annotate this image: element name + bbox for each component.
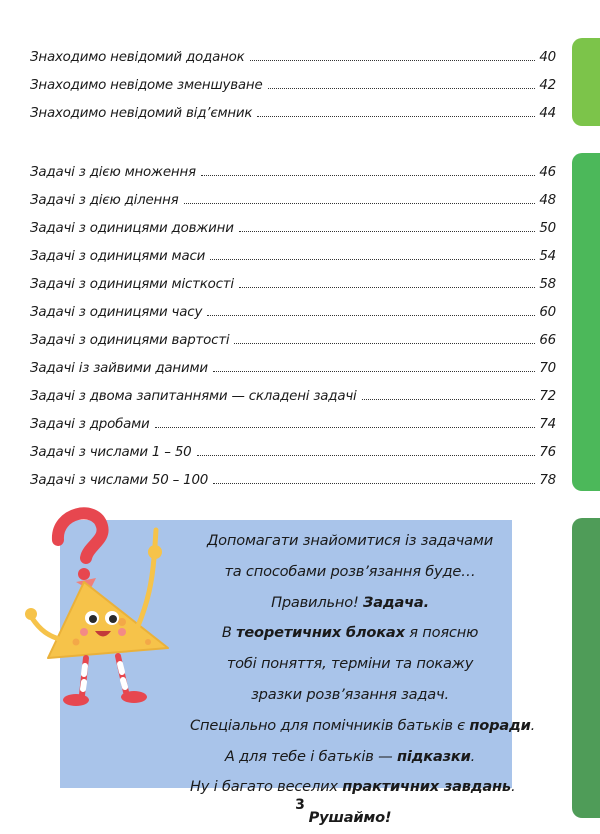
toc-group-tasks [30,159,556,495]
toc-item[interactable] [30,327,556,355]
toc-item-title: Знаходимо невідомий від’ємник [30,106,253,121]
section-tab-2 [572,153,600,491]
toc-item-title: Задачі з одиницями довжини [30,221,234,236]
toc-item[interactable] [30,187,556,215]
info-line-10: Рушаймо! [308,809,392,827]
toc-item-title: Задачі з дією ділення [30,193,179,208]
toc-item-title: Знаходимо невідомий доданок [30,50,245,65]
triangle-mascot-illustration [18,490,198,725]
toc-item-title: Задачі з числами 1 – 50 [30,445,192,460]
toc-leader-dots [257,115,535,117]
info-line-6: зразки розв’язання задач. [251,685,449,703]
info-line-7: Спеціально для помічників батьків є поради. [190,716,536,734]
toc-leader-dots [362,398,536,400]
toc-item-page: 48 [539,193,556,208]
toc-item-page: 78 [539,473,556,488]
toc-item[interactable] [30,44,556,72]
toc-leader-dots [250,59,536,61]
toc-leader-dots [213,370,536,372]
toc-item-title: Задачі з двома запитаннями — складені задачі [30,389,357,404]
toc-leader-dots [210,258,535,260]
toc-item-title: Задачі з одиницями маси [30,249,206,264]
info-line-5: тобі поняття, терміни та покажу [226,655,474,673]
toc-item-title: Задачі з числами 50 – 100 [30,473,209,488]
toc-leader-dots [239,230,536,232]
page-number: 3 [295,797,305,813]
toc-item-title: Задачі з дією множення [30,165,196,180]
info-line-3: Правильно! Задача. [271,593,429,611]
toc-item-page: 72 [539,389,556,404]
toc-item-page: 66 [539,333,556,348]
toc-item[interactable] [30,215,556,243]
toc-item[interactable] [30,439,556,467]
toc-item-page: 40 [539,50,556,65]
toc-item[interactable] [30,100,556,128]
toc-item-page: 58 [539,277,556,292]
toc-leader-dots [234,342,535,344]
toc-item[interactable] [30,355,556,383]
toc-item-page: 50 [539,221,556,236]
info-line-2: та способами розв’язання буде… [224,562,476,580]
toc-item[interactable] [30,299,556,327]
toc-item[interactable] [30,271,556,299]
toc-item[interactable] [30,383,556,411]
toc-leader-dots [201,174,535,176]
toc-item[interactable] [30,411,556,439]
info-text [190,526,536,834]
toc-item[interactable] [30,72,556,100]
toc-item-page: 46 [539,165,556,180]
toc-leader-dots [155,426,536,428]
toc-leader-dots [184,202,536,204]
toc-item-title: Задачі з одиницями місткості [30,277,234,292]
info-line-9: Ну і багато веселих практичних завдань. [190,778,516,796]
info-line-8: А для тебе і батьків — підказки. [224,747,476,765]
toc-item-page: 42 [539,78,556,93]
toc-item-title: Задачі з дробами [30,417,150,432]
toc-item[interactable] [30,243,556,271]
toc-leader-dots [239,286,535,288]
toc-item-page: 44 [539,106,556,121]
toc-item[interactable] [30,159,556,187]
toc-item-title: Знаходимо невідоме зменшуване [30,78,263,93]
toc-leader-dots [207,314,535,316]
toc-item-title: Задачі з одиницями вартості [30,333,230,348]
section-tab-1 [572,38,600,126]
section-tab-3 [572,518,600,818]
toc-item-title: Задачі із зайвими даними [30,361,208,376]
toc-leader-dots [268,87,536,89]
toc-item-title: Задачі з одиницями часу [30,305,203,320]
toc-leader-dots [213,482,535,484]
toc-item-page: 74 [539,417,556,432]
toc-item-page: 60 [539,305,556,320]
info-line-4: В теоретичних блоках я поясню [221,624,479,642]
toc-group-unknowns [30,44,556,128]
toc-leader-dots [197,454,536,456]
info-line-1: Допомагати знайомитися із задачами [206,532,494,549]
toc-item-page: 70 [539,361,556,376]
toc-item-page: 54 [539,249,556,264]
toc-item-page: 76 [539,445,556,460]
